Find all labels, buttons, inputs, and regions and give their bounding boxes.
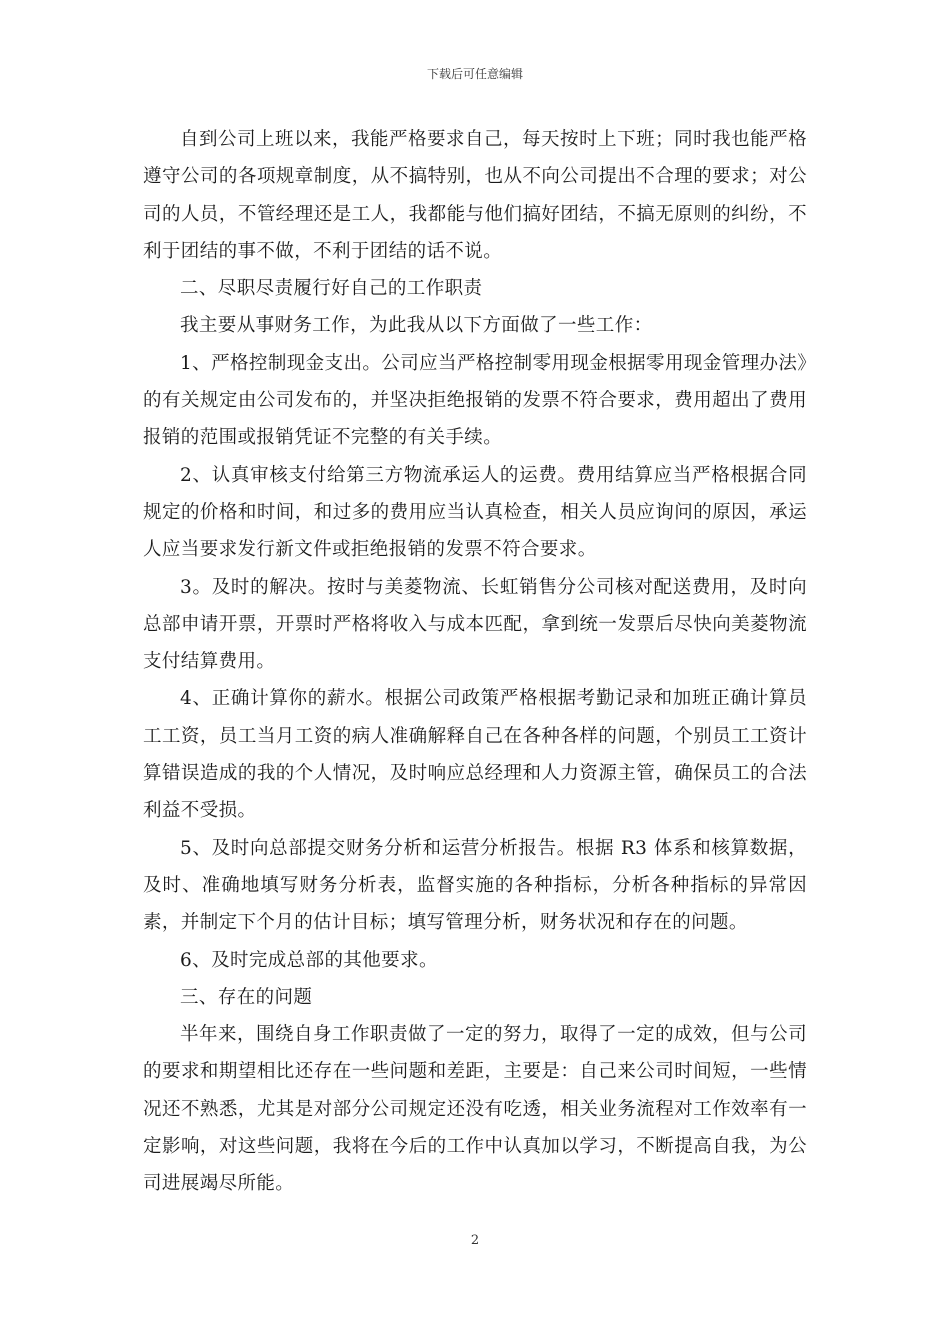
list-item-2: 2、认真审核支付给第三方物流承运人的运费。费用结算应当严格根据合同规定的价格和时间，和过多的费用应当认真检查，相关人员应询问的原因，承运人应当要求发行新文件或拒绝报销的发票不符合要求。 <box>143 464 807 561</box>
list-item-3: 3。及时的解决。按时与美菱物流、长虹销售分公司核对配送费用，及时向总部申请开票，开票时严格将收入与成本匹配，拿到统一发票后尽快向美菱物流支付结算费用。 <box>143 576 807 673</box>
list-item-5: 5、及时向总部提交财务分析和运营分析报告。根据 R3 体系和核算数据，及时、准确地填写财务分析表，监督实施的各种指标，分析各种指标的异常因素，并制定下个月的估计目标；填写管理分析，财务状况和存在的问题。 <box>143 837 807 934</box>
list-item-6: 6、及时完成总部的其他要求。 <box>180 949 438 971</box>
section-heading-problems: 三、存在的问题 <box>180 986 313 1008</box>
list-item-4: 4、正确计算你的薪水。根据公司政策严格根据考勤记录和加班正确计算员工工资，员工当月工资的病人准确解释自己在各种各样的问题，个别员工工资计算错误造成的我的个人情况，及时响应总经理和人力资源主管，确保员工的合法利益不受损。 <box>143 688 807 822</box>
paragraph-problems: 半年来，围绕自身工作职责做了一定的努力，取得了一定的成效，但与公司的要求和期望相比还存在一些问题和差距，主要是：自己来公司时间短，一些情况还不熟悉，尤其是对部分公司规定还没有吃透，相关业务流程对工作效率有一定影响，对这些问题，我将在今后的工作中认真加以学习，不断提高自我，为公司进展竭尽所能。 <box>143 1024 807 1195</box>
document-body <box>143 121 807 1203</box>
paragraph-work-intro: 我主要从事财务工作，为此我从以下方面做了一些工作： <box>180 315 653 337</box>
page-number: 2 <box>470 1233 480 1248</box>
list-item-1: 1、严格控制现金支出。公司应当严格控制零用现金根据零用现金管理办法》的有关规定由公司发布的，并坚决拒绝报销的发票不符合要求，费用超出了费用报销的范围或报销凭证不完整的有关手续。 <box>143 352 807 449</box>
paragraph-intro: 自到公司上班以来，我能严格要求自己，每天按时上下班；同时我也能严格遵守公司的各项规章制度，从不搞特别，也从不向公司提出不合理的要求；对公司的人员，不管经理还是工人，我都能与他们搞好团结，不搞无原则的纠纷，不利于团结的事不做，不利于团结的话不说。 <box>143 129 807 262</box>
section-heading-duties: 二、尽职尽责履行好自己的工作职责 <box>180 278 483 300</box>
page-header: 下载后可任意编辑 <box>426 67 523 81</box>
